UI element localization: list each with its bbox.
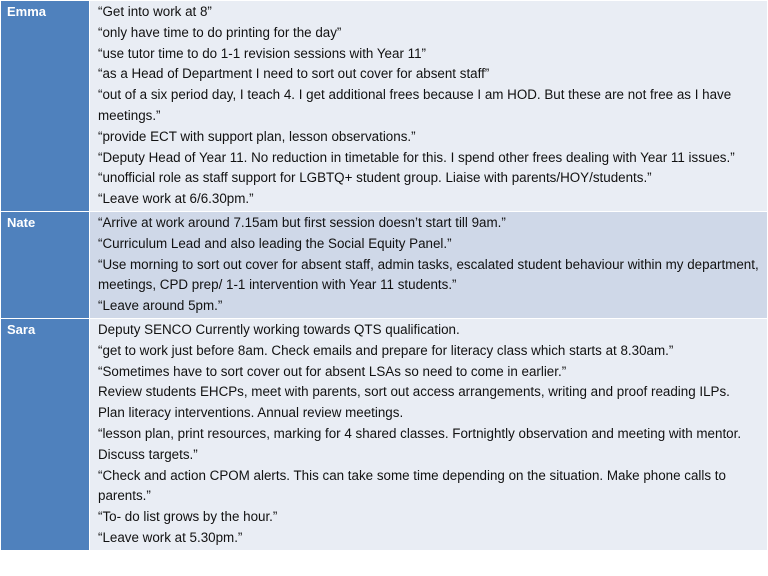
quote-line: “get to work just before 8am. Check emails and prepare for literacy class which starts at 8.30am.” <box>98 342 674 358</box>
quote-line: “only have time to do printing for the day” <box>98 24 342 40</box>
participant-name-sara: Sara <box>1 318 90 550</box>
quote-line: “Check and action CPOM alerts. This can take some time depending on the situation. Make phone calls to parents.” <box>98 467 726 504</box>
quote-line: “unofficial role as staff support for LGBTQ+ student group. Liaise with parents/HOY/students.” <box>98 170 652 186</box>
table-row-nate <box>1 211 768 318</box>
quotes-cell-nate <box>90 211 768 318</box>
participant-name-nate: Nate <box>1 211 90 318</box>
quote-line: “lesson plan, print resources, marking for 4 shared classes. Fortnightly observation and meeting with mentor. Discuss targets.” <box>98 425 742 462</box>
quote-line: “use tutor time to do 1-1 revision sessions with Year 11” <box>98 45 426 61</box>
quote-line: Plan literacy interventions. Annual review meetings. <box>98 405 404 421</box>
quote-line: “Arrive at work around 7.15am but first session doesn’t start till 9am.” <box>98 214 506 230</box>
quote-line: “out of a six period day, I teach 4. I get additional frees because I am HOD. But these are not free as I have meetings.” <box>98 87 732 123</box>
quote-line: “To- do list grows by the hour.” <box>98 509 278 525</box>
quote-line: “as a Head of Department I need to sort out cover for absent staff” <box>98 66 490 82</box>
table-row-sara <box>1 318 768 550</box>
participant-name-emma: Emma <box>1 1 90 212</box>
quote-line: “Leave around 5pm.” <box>98 298 223 314</box>
quotes-cell-emma <box>90 1 768 212</box>
quote-line: “Sometimes have to sort cover out for absent LSAs so need to come in earlier.” <box>98 363 567 379</box>
quote-line: Review students EHCPs, meet with parents, sort out access arrangements, writing and proof reading ILPs. <box>98 384 730 400</box>
quote-line: Deputy SENCO Currently working towards QTS qualification. <box>98 321 460 337</box>
quote-line: “provide ECT with support plan, lesson observations.” <box>98 128 416 144</box>
quote-line: “Deputy Head of Year 11. No reduction in timetable for this. I spend other frees dealing with Year 11 issues.” <box>98 149 735 165</box>
quote-line: “Leave work at 5.30pm.” <box>98 529 243 545</box>
quote-line: “Get into work at 8” <box>98 4 212 19</box>
quotes-cell-sara <box>90 318 768 550</box>
quote-line: “Curriculum Lead and also leading the Social Equity Panel.” <box>98 235 452 251</box>
quote-line: “Leave work at 6/6.30pm.” <box>98 191 254 207</box>
table-row-emma <box>1 1 768 212</box>
quote-line: “Use morning to sort out cover for absent staff, admin tasks, escalated student behaviour within my department, meetings, CPD prep/ 1-1 intervention with Year 11 students.” <box>98 256 759 293</box>
